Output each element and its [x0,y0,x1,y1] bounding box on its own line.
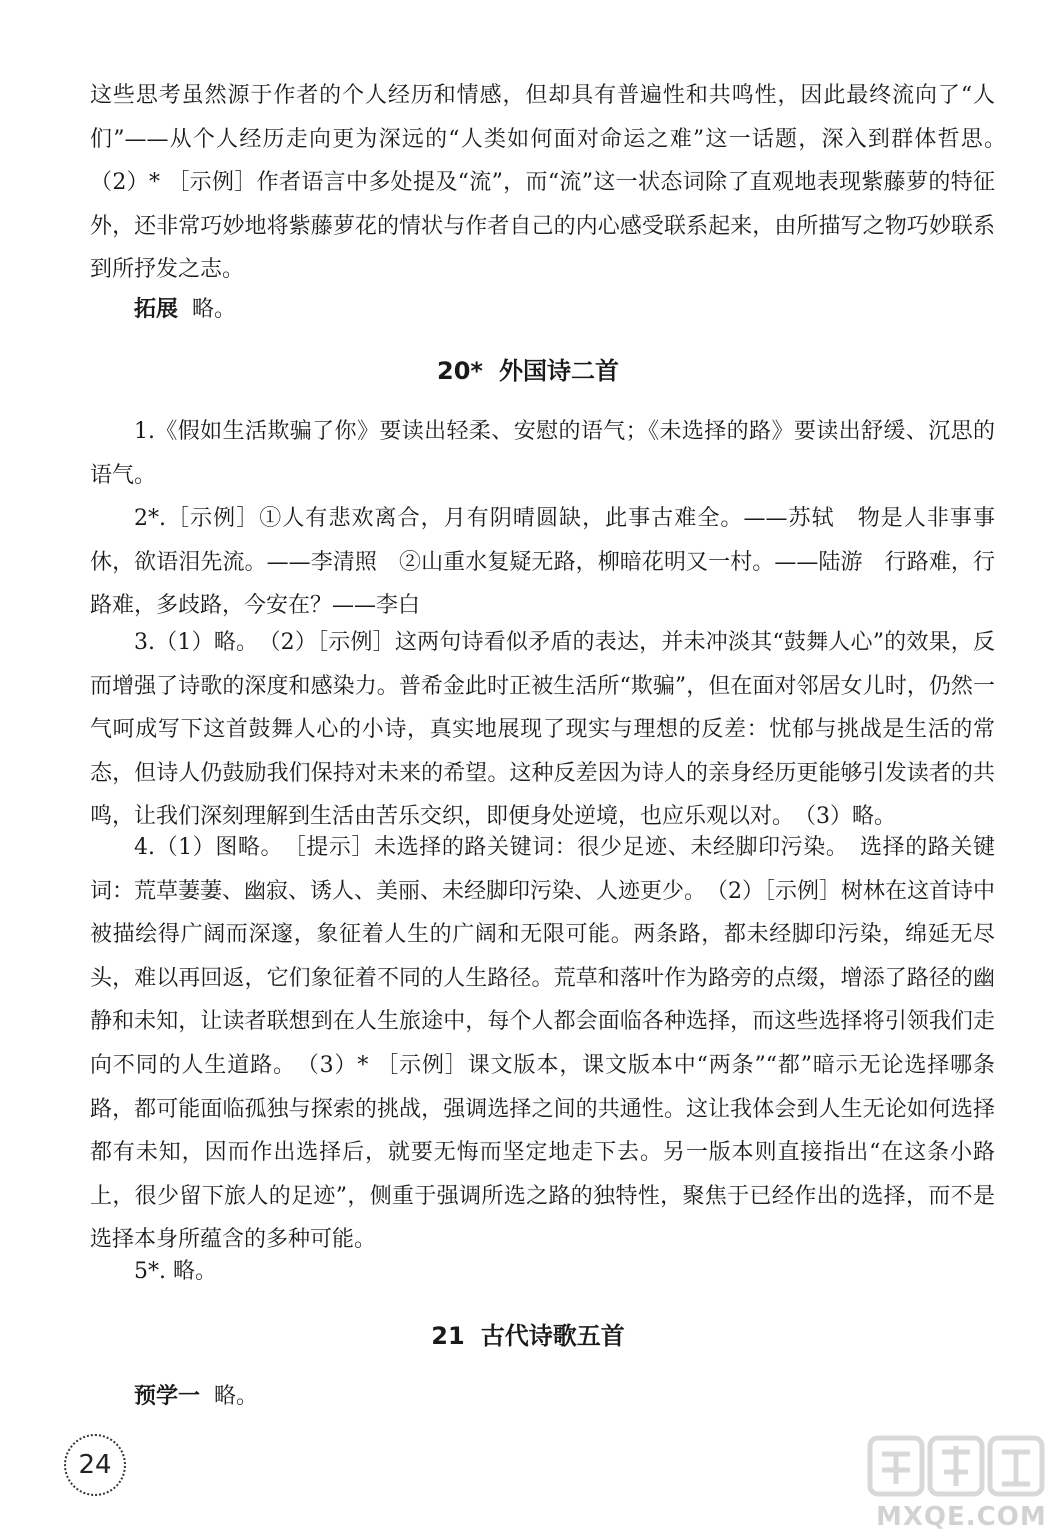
watermark-emblem-icon [866,1432,1050,1502]
watermark-text: MXQE.COM [876,1502,1047,1532]
question-3: 3.（1）略。 （2）［示例］这两句诗看似矛盾的表达，并未冲淡其“鼓舞人心”的效果，反而增强了诗歌的深度和感染力。普希金此时正被生活所“欺骗”，但在面对邻居女儿时，仍然一气呵成写下这首鼓舞人心的小诗，真实地展现了现实与理想的反差：忧郁与挑战是生活的常态，但诗人仍鼓励我们保持对未来的希望。这种反差因为诗人的亲身经历更能够引发读者的共鸣，让我们深刻理解到生活由苦乐交织，即便身处逆境，也应乐观以对。 （3）略。 [90,630,995,830]
question-5: 5*. 略。 [134,1259,217,1284]
extension-label: 拓展 [134,297,179,322]
question-2: 2*.［示例］①人有悲欢离合，月有阴晴圆缺，此事古难全。——苏轼 物是人非事事休，欲语泪先流。——李清照 ②山重水复疑无路，柳暗花明又一村。——陆游 行路难，行路难，多歧路，今安在？——李白 [90,506,995,619]
section-21-heading [0,1316,1056,1351]
question-1: 1.《假如生活欺骗了你》要读出轻柔、安慰的语气；《未选择的路》要读出舒缓、沉思的语气。 [90,419,995,488]
extension-text: 略。 [192,297,237,322]
section-20-heading [0,351,1056,386]
question-4: 4.（1）图略。 ［提示］未选择的路关键词：很少足迹、未经脚印污染。 选择的路关键词：荒草萋萋、幽寂、诱人、美丽、未经脚印污染、人迹更少。 （2）［示例］树林在这首诗中被描绘得广阔而深邃，象征着人生的广阔和无限可能。两条路，都未经脚印污染，绵延无尽头，难以再回返，它们象征着不同的人生路径。荒草和落叶作为路旁的点缀，增添了路径的幽静和未知，让读者联想到在人生旅途中，每个人都会面临各种选择，而这些选择将引领我们走向不同的人生道路。 （3）* ［示例］课文版本，课文版本中“两条”“都”暗示无论选择哪条路，都可能面临孤独与探索的挑战，强调选择之间的共通性。这让我体会到人生无论如何选择都有未知，因而作出选择后，就要无悔而坚定地走下去。另一版本则直接指出“在这条小路上，很少留下旅人的足迹”，侧重于强调所选之路的独特性，聚焦于已经作出的选择，而不是选择本身所蕴含的多种可能。 [90,835,996,1253]
extension-paragraph [90,288,995,332]
paragraph-continued: 这些思考虽然源于作者的个人经历和情感，但却具有普遍性和共鸣性，因此最终流向了“人们”——从个人经历走向更为深远的“人类如何面对命运之难”这一话题，深入到群体哲思。 （2）* ［示例］作者语言中多处提及“流”，而“流”这一状态词除了直观地表现紫藤萝的特征外，还非常巧妙地将紫藤萝花的情状与作者自己的内心感受联系起来，由所描写之物巧妙联系到所抒发之志。 [90,83,1018,283]
section-20-title: 外国诗二首 [498,357,619,385]
preview-label: 预学一 [134,1384,201,1409]
page-number: 24 [64,1434,126,1496]
watermark-logo [866,1432,1050,1532]
preview-text: 略。 [214,1384,259,1409]
section-21-title: 古代诗歌五首 [480,1322,625,1350]
preview-paragraph [90,1375,995,1419]
section-21-number: 21 [431,1322,465,1350]
section-20-number: 20* [437,357,483,385]
